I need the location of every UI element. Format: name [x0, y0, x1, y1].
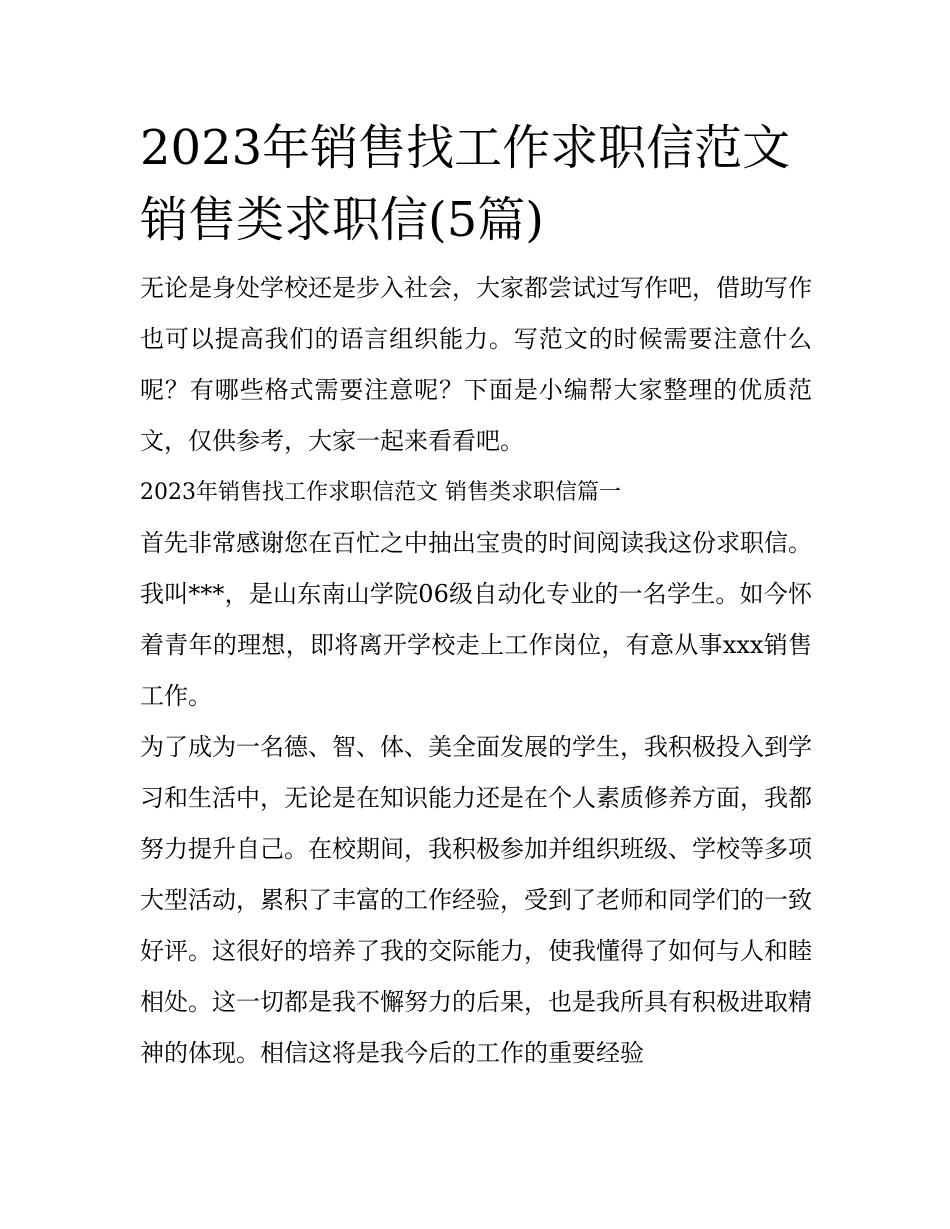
title-line-2: 销售类求职信(5篇): [140, 192, 544, 248]
body-paragraph-1: 首先非常感谢您在百忙之中抽出宝贵的时间阅读我这份求职信。我叫***，是山东南山学院06级自动化专业的一名学生。如今怀着青年的理想，即将离开学校走上工作岗位，有意从事xxx销售工作。: [140, 529, 812, 710]
section-heading: 2023年销售找工作求职信范文 销售类求职信篇一: [140, 480, 621, 505]
body-paragraph-2: 为了成为一名德、智、体、美全面发展的学生，我积极投入到学习和生活中，无论是在知识能力还是在个人素质修养方面，我都努力提升自己。在校期间，我积极参加并组织班级、学校等多项大型活动，累积了丰富的工作经验，受到了老师和同学们的一致好评。这很好的培养了我的交际能力，使我懂得了如何与人和睦相处。这一切都是我不懈努力的后果，也是我所具有积极进取精神的体现。相信这将是我今后的工作的重要经验: [140, 733, 812, 1067]
document-content: [140, 112, 812, 1079]
document-title: [140, 112, 812, 256]
intro-paragraph: 无论是身处学校还是步入社会，大家都尝试过写作吧，借助写作也可以提高我们的语言组织能力。写范文的时候需要注意什么呢？有哪些格式需要注意呢？下面是小编帮大家整理的优质范文，仅供参考，大家一起来看看吧。: [140, 274, 812, 455]
document-body: [140, 263, 812, 1079]
title-line-1: 2023年销售找工作求职信范文: [140, 120, 791, 176]
